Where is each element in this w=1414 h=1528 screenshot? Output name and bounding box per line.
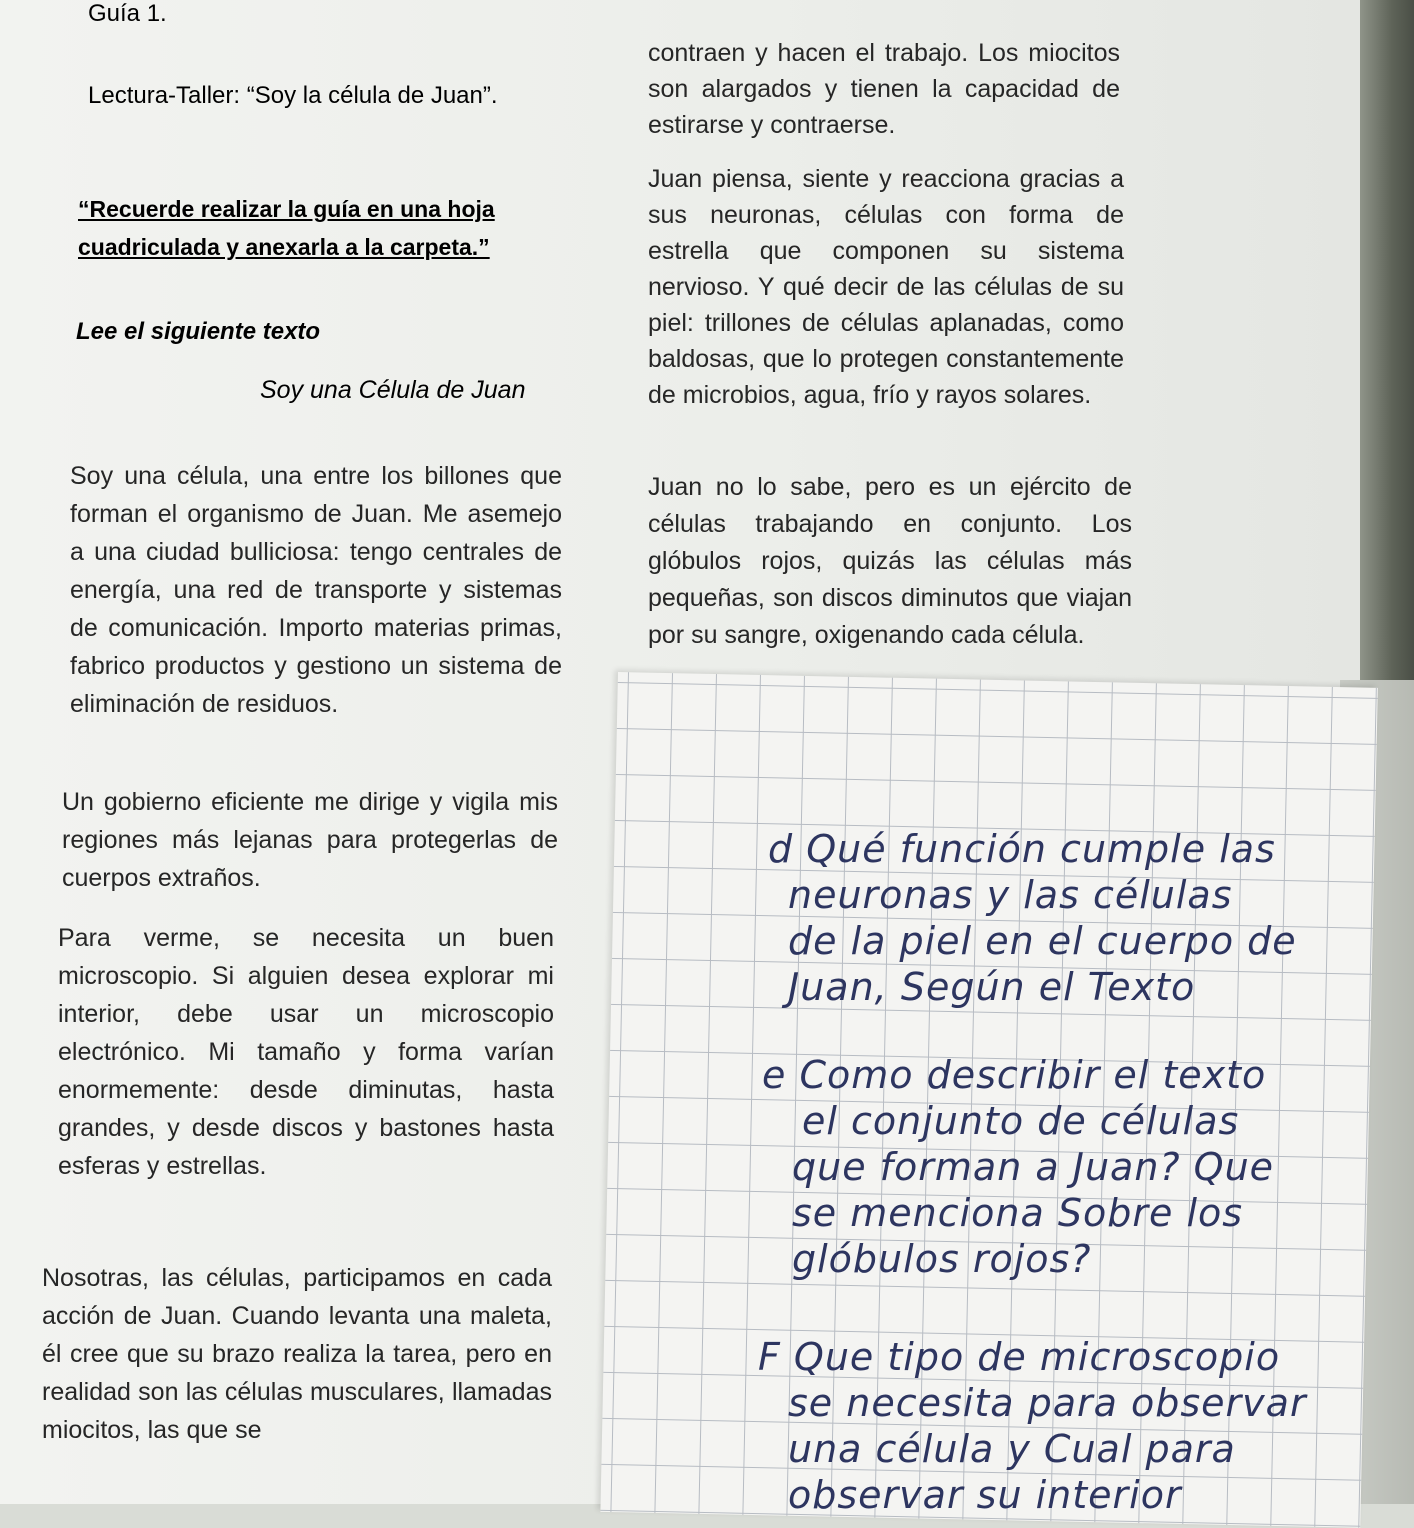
left-paragraph-1: Soy una célula, una entre los billones que forman el organismo de Juan. Me asemejo a una ciudad bulliciosa: tengo centrales de energía, una red de transporte y sistemas de comunicación. Importo materias primas, fabrico productos y gestiono un sistema de eliminación de residuos. bbox=[70, 462, 562, 718]
question-d-line-4: Juan, Según el Texto bbox=[788, 965, 1196, 1009]
question-f-line-4: observar su interior bbox=[788, 1473, 1182, 1517]
page-edge-shadow bbox=[1360, 0, 1414, 700]
question-f-line-2: se necesita para observar bbox=[788, 1381, 1307, 1425]
question-d-line-1: d Qué función cumple las bbox=[768, 827, 1276, 871]
question-d-line-3: de la piel en el cuerpo de bbox=[788, 919, 1297, 963]
question-e-line-4: se menciona Sobre los bbox=[792, 1191, 1244, 1235]
lecture-title: Lectura-Taller: “Soy la célula de Juan”. bbox=[88, 82, 498, 109]
left-paragraph-4: Nosotras, las células, participamos en cada acción de Juan. Cuando levanta una maleta, él cree que su brazo realiza la tarea, pero en realidad son las células musculares, llamadas miocitos, las que se bbox=[42, 1264, 552, 1444]
question-f-line-3: una célula y Cual para bbox=[788, 1427, 1236, 1471]
question-e-line-5: glóbulos rojos? bbox=[792, 1237, 1092, 1281]
read-instruction: Lee el siguiente texto bbox=[76, 318, 321, 345]
left-paragraph-3: Para verme, se necesita un buen microscopio. Si alguien desea explorar mi interior, debe usar un microscopio electrónico. Mi tamaño y forma varían enormemente: desde diminutas, hasta grandes, y desde discos y bastones hasta esferas y estrellas. bbox=[58, 924, 554, 1180]
question-e-line-3: que forman a Juan? Que bbox=[792, 1145, 1275, 1189]
question-f-line-1: F Que tipo de microscopio bbox=[758, 1335, 1281, 1379]
story-title: Soy una Célula de Juan bbox=[260, 376, 526, 404]
reminder-note: “Recuerde realizar la guía en una hoja cuadriculada y anexarla a la carpeta.” bbox=[78, 196, 495, 260]
question-d-line-2: neuronas y las células bbox=[788, 873, 1233, 917]
question-d bbox=[768, 826, 1297, 1010]
question-e-line-1: e Como describir el texto bbox=[762, 1053, 1267, 1097]
question-e bbox=[762, 1052, 1274, 1282]
guide-label: Guía 1. bbox=[88, 0, 167, 27]
right-paragraph-2: Juan piensa, siente y reacciona gracias a sus neuronas, células con forma de estrella que componen su sistema nervioso. Y qué decir de las células de su piel: trillones de células aplanadas, como baldosas, que lo protegen constantemente de microbios, agua, frío y rayos solares. bbox=[648, 165, 1124, 409]
right-paragraph-1: contraen y hacen el trabajo. Los miocitos son alargados y tienen la capacidad de estirarse y contraerse. bbox=[648, 39, 1120, 139]
question-e-line-2: el conjunto de células bbox=[802, 1099, 1240, 1143]
question-f bbox=[758, 1334, 1307, 1518]
right-paragraph-3: Juan no lo sabe, pero es un ejército de células trabajando en conjunto. Los glóbulos rojos, quizás las células más pequeñas, son discos diminutos que viajan por su sangre, oxigenando cada célula. bbox=[648, 473, 1132, 649]
left-paragraph-2: Un gobierno eficiente me dirige y vigila mis regiones más lejanas para protegerlas de cuerpos extraños. bbox=[62, 788, 558, 892]
